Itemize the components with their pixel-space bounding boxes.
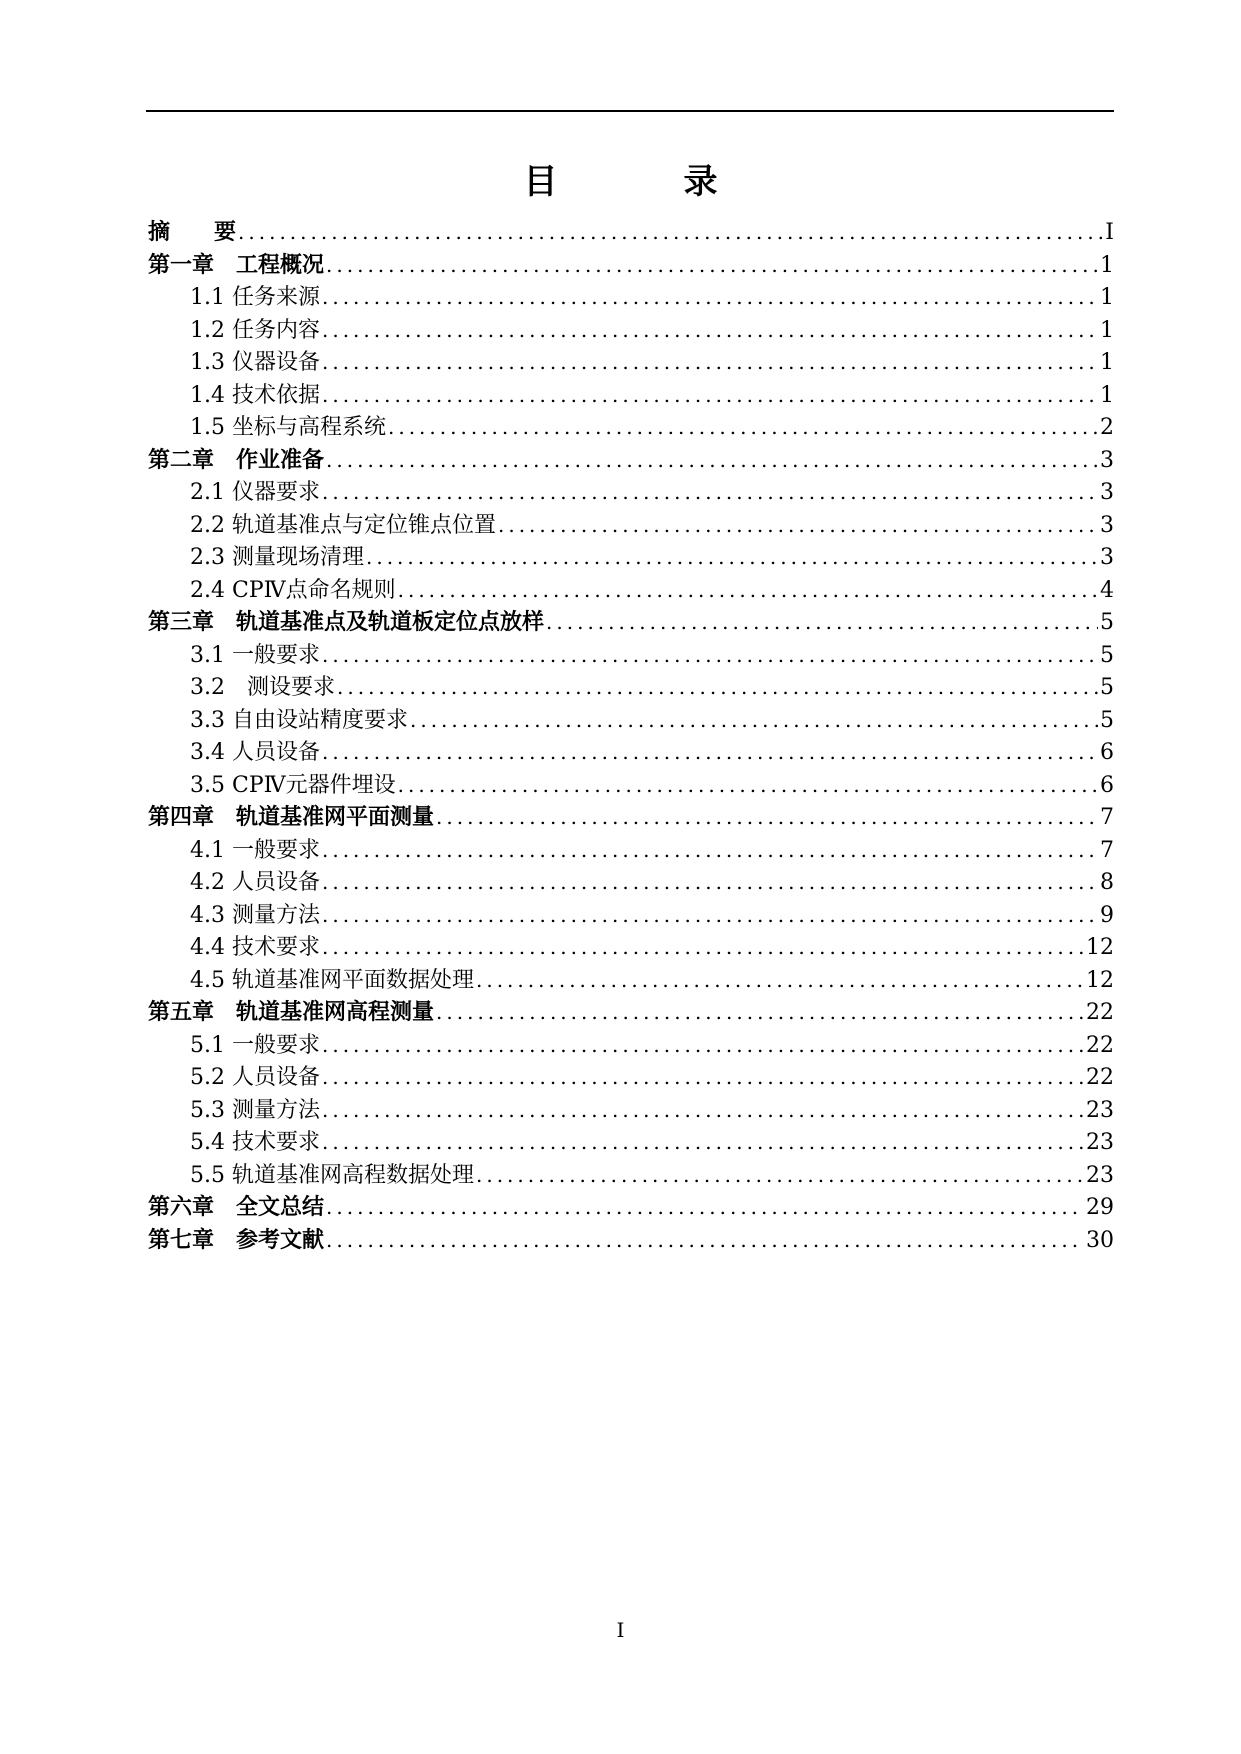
toc-entry[interactable] <box>148 509 1114 542</box>
toc-entry[interactable] <box>148 476 1114 509</box>
toc-entry-page: 6 <box>1100 740 1114 765</box>
toc-entry-label: 5.2 人员设备 <box>190 1065 320 1090</box>
toc-entry-page: 1 <box>1100 317 1114 343</box>
toc-entry-page: 2 <box>1100 415 1114 440</box>
toc-leader-dots <box>436 996 1084 1029</box>
toc-entry-label: 第四章 轨道基准网平面测量 <box>148 805 435 830</box>
toc-entry-label: 1.1 任务来源 <box>190 285 320 310</box>
toc-entry-label: 4.1 一般要求 <box>190 837 320 863</box>
page-title: 目 录 <box>523 162 764 202</box>
toc-entry-label: 5.5 轨道基准网高程数据处理 <box>190 1162 474 1188</box>
toc-entry-page: 4 <box>1100 577 1114 603</box>
toc-entry-page: 23 <box>1086 1162 1114 1188</box>
toc-entry-label: 5.4 技术要求 <box>190 1130 320 1155</box>
toc-leader-dots <box>337 671 1098 704</box>
toc-entry-page: 7 <box>1100 837 1114 863</box>
toc-entry-page: 12 <box>1086 935 1114 960</box>
toc-entry-label: 2.1 仪器要求 <box>190 480 320 505</box>
toc-leader-dots <box>322 639 1098 672</box>
toc-entry[interactable] <box>148 834 1114 867</box>
toc-entry-page: 1 <box>1100 252 1114 278</box>
toc-entry[interactable] <box>148 411 1114 444</box>
toc-entry-page: 6 <box>1100 772 1114 798</box>
toc-entry[interactable] <box>148 931 1114 964</box>
header-rule <box>146 110 1114 112</box>
toc-entry[interactable] <box>148 606 1114 639</box>
toc-entry-page: 5 <box>1100 707 1114 733</box>
toc-entry-label: 4.2 人员设备 <box>190 870 320 895</box>
toc-entry-page: 5 <box>1100 610 1114 635</box>
toc-leader-dots <box>326 1191 1084 1224</box>
toc-entry-page: 1 <box>1100 285 1114 310</box>
toc-entry-label: 1.5 坐标与高程系统 <box>190 415 386 440</box>
toc-entry[interactable] <box>148 314 1114 347</box>
toc-entry[interactable] <box>148 1159 1114 1192</box>
toc-entry-page: 23 <box>1086 1097 1114 1123</box>
toc-leader-dots <box>322 1061 1084 1094</box>
toc-entry[interactable] <box>148 704 1114 737</box>
toc-entry-label: 2.4 CPⅣ点命名规则 <box>190 577 396 603</box>
toc-entry[interactable] <box>148 379 1114 412</box>
toc-entry-label: 3.5 CPⅣ元器件埋设 <box>190 772 396 798</box>
toc-entry[interactable] <box>148 964 1114 997</box>
page-number: I <box>616 1618 625 1642</box>
toc-entry-page: I <box>1105 220 1114 245</box>
toc-entry[interactable] <box>148 346 1114 379</box>
toc-entry-page: 5 <box>1100 642 1114 668</box>
toc-leader-dots <box>388 411 1098 444</box>
toc-leader-dots <box>326 444 1098 477</box>
toc-entry-label: 第三章 轨道基准点及轨道板定位点放样 <box>148 610 545 635</box>
toc-entry[interactable] <box>148 1029 1114 1062</box>
toc-leader-dots <box>322 899 1098 932</box>
toc-leader-dots <box>498 509 1098 542</box>
toc-entry-page: 12 <box>1086 967 1114 993</box>
toc-entry[interactable] <box>148 769 1114 802</box>
toc-entry-page: 7 <box>1100 805 1114 830</box>
toc-entry-page: 1 <box>1100 382 1114 408</box>
toc-entry-label: 1.3 仪器设备 <box>190 350 320 375</box>
table-of-contents <box>148 216 1114 1256</box>
toc-entry-label: 摘 要 <box>148 220 237 245</box>
toc-entry-page: 23 <box>1086 1130 1114 1155</box>
toc-entry-label: 2.2 轨道基准点与定位锥点位置 <box>190 512 496 538</box>
toc-entry[interactable] <box>148 1191 1114 1224</box>
toc-leader-dots <box>326 249 1098 282</box>
toc-leader-dots <box>476 1159 1084 1192</box>
toc-entry-label: 4.5 轨道基准网平面数据处理 <box>190 967 474 993</box>
toc-leader-dots <box>410 704 1098 737</box>
toc-entry[interactable] <box>148 1094 1114 1127</box>
toc-entry[interactable] <box>148 736 1114 769</box>
toc-leader-dots <box>322 1126 1084 1159</box>
toc-leader-dots <box>322 379 1098 412</box>
toc-entry-label: 第七章 参考文献 <box>148 1227 325 1253</box>
toc-entry-label: 5.1 一般要求 <box>190 1032 320 1058</box>
toc-entry-label: 5.3 测量方法 <box>190 1097 320 1123</box>
toc-entry-page: 29 <box>1086 1195 1114 1220</box>
toc-leader-dots <box>322 736 1098 769</box>
toc-entry[interactable] <box>148 281 1114 314</box>
toc-leader-dots <box>322 314 1098 347</box>
toc-entry[interactable] <box>148 541 1114 574</box>
toc-leader-dots <box>366 541 1098 574</box>
toc-entry-label: 第五章 轨道基准网高程测量 <box>148 1000 435 1025</box>
toc-entry-page: 3 <box>1100 480 1114 505</box>
toc-entry-label: 1.4 技术依据 <box>190 382 320 408</box>
toc-leader-dots <box>398 574 1098 607</box>
toc-entry-page: 3 <box>1100 545 1114 570</box>
toc-entry[interactable] <box>148 866 1114 899</box>
toc-leader-dots <box>322 1094 1084 1127</box>
toc-entry[interactable] <box>148 996 1114 1029</box>
toc-entry-page: 5 <box>1100 675 1114 700</box>
toc-entry-label: 3.1 一般要求 <box>190 642 320 668</box>
toc-entry[interactable] <box>148 1224 1114 1257</box>
toc-entry-page: 3 <box>1100 512 1114 538</box>
toc-entry[interactable] <box>148 1126 1114 1159</box>
toc-leader-dots <box>322 834 1098 867</box>
toc-entry-page: 22 <box>1086 1065 1114 1090</box>
toc-entry-page: 1 <box>1100 350 1114 375</box>
toc-entry[interactable] <box>148 899 1114 932</box>
toc-entry-page: 3 <box>1100 447 1114 473</box>
toc-entry-label: 2.3 测量现场清理 <box>190 545 364 570</box>
toc-leader-dots <box>322 931 1084 964</box>
toc-leader-dots <box>322 866 1098 899</box>
toc-leader-dots <box>326 1224 1084 1257</box>
toc-entry-page: 8 <box>1100 870 1114 895</box>
toc-entry-label: 第六章 全文总结 <box>148 1195 325 1220</box>
toc-entry-label: 3.3 自由设站精度要求 <box>190 707 408 733</box>
toc-entry-label: 3.2 测设要求 <box>190 675 335 700</box>
toc-entry[interactable] <box>148 216 1114 249</box>
toc-entry-page: 30 <box>1086 1227 1114 1253</box>
toc-leader-dots <box>398 769 1098 802</box>
toc-entry[interactable] <box>148 1061 1114 1094</box>
toc-entry-label: 4.4 技术要求 <box>190 935 320 960</box>
toc-leader-dots <box>546 606 1098 639</box>
toc-entry-page: 22 <box>1086 1000 1114 1025</box>
toc-leader-dots <box>322 346 1098 379</box>
toc-entry[interactable] <box>148 639 1114 672</box>
toc-entry-label: 3.4 人员设备 <box>190 740 320 765</box>
toc-entry[interactable] <box>148 574 1114 607</box>
toc-entry-page: 22 <box>1086 1032 1114 1058</box>
toc-entry-label: 1.2 任务内容 <box>190 317 320 343</box>
toc-entry-label: 第一章 工程概况 <box>148 252 325 278</box>
toc-entry-label: 4.3 测量方法 <box>190 902 320 928</box>
toc-leader-dots <box>476 964 1084 997</box>
toc-entry-label: 第二章 作业准备 <box>148 447 325 473</box>
toc-leader-dots <box>238 216 1103 249</box>
toc-entry[interactable] <box>148 249 1114 282</box>
toc-leader-dots <box>322 1029 1084 1062</box>
toc-leader-dots <box>322 476 1098 509</box>
toc-entry[interactable] <box>148 671 1114 704</box>
toc-leader-dots <box>436 801 1098 834</box>
toc-leader-dots <box>322 281 1098 314</box>
toc-entry[interactable] <box>148 444 1114 477</box>
toc-entry-page: 9 <box>1100 902 1114 928</box>
toc-entry[interactable] <box>148 801 1114 834</box>
